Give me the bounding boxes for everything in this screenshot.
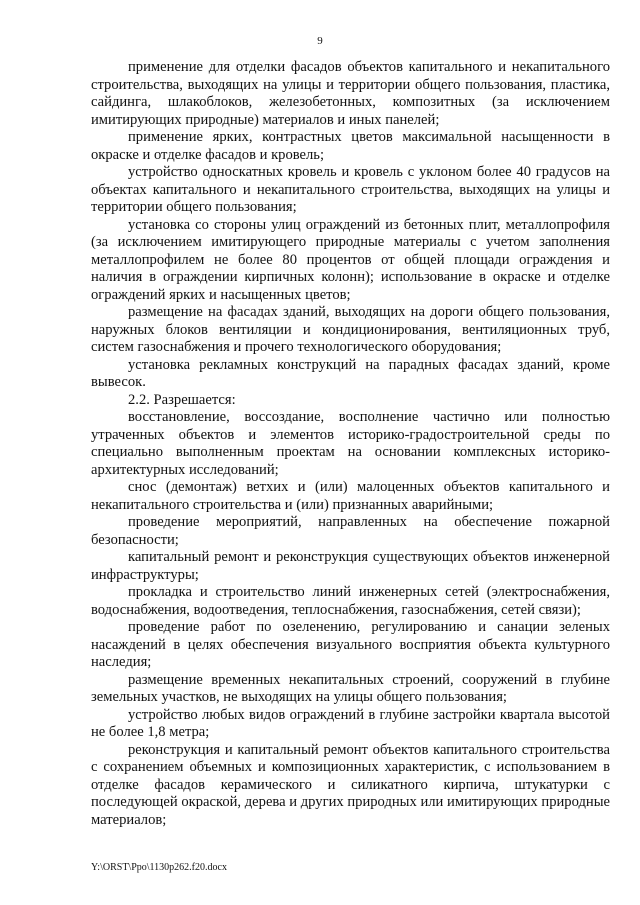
paragraph: установка со стороны улиц ограждений из бетонных плит, металлопрофиля (за исключением имитирующего природные материалы с учетом заполнения металлопрофилем не более 80 процентов от общей площади ограждения и наличия в ограждении кирпичных колонн); использование в окраске и отделке ограждений ярких и насыщенных цветов; <box>91 216 610 303</box>
paragraph: проведение работ по озеленению, регулированию и санации зеленых насаждений в целях обеспечения визуального восприятия объекта культурного наследия; <box>91 619 610 670</box>
paragraph: капитальный ремонт и реконструкция существующих объектов инженерной инфраструктуры; <box>91 549 610 583</box>
paragraph: устройство односкатных кровель и кровель с уклоном более 40 градусов на объектах капитального и некапитального строительства, выходящих на улицы и территории общего пользования; <box>91 164 610 215</box>
paragraph: применение ярких, контрастных цветов максимальной насыщенности в окраске и отделке фасадов и кровель; <box>91 129 610 163</box>
paragraph: установка рекламных конструкций на парадных фасадах зданий, кроме вывесок. <box>91 356 610 390</box>
paragraph: размещение временных некапитальных строений, сооружений в глубине земельных участков, не выходящих на улицы общего пользования; <box>91 671 610 705</box>
paragraph: проведение мероприятий, направленных на обеспечение пожарной безопасности; <box>91 514 610 548</box>
document-body <box>91 59 610 829</box>
paragraph: снос (демонтаж) ветхих и (или) малоценных объектов капитального и некапитального строительства и (или) признанных аварийными; <box>91 479 610 513</box>
footer-file-path: Y:\ORST\Ppo\1130p262.f20.docx <box>91 862 227 873</box>
paragraph: прокладка и строительство линий инженерных сетей (электроснабжения, водоснабжения, водоотведения, теплоснабжения, газоснабжения, сетей связи); <box>91 584 610 618</box>
paragraph: реконструкция и капитальный ремонт объектов капитального строительства с сохранением объемных и композиционных характеристик, с использованием в отделке фасадов керамического и силикатного кирпича, штукатурки с последующей окраской, дерева и других природных или имитирующих природные материалов; <box>91 741 610 828</box>
section-heading: 2.2. Разрешается: <box>128 391 236 408</box>
paragraph: восстановление, воссоздание, восполнение частично или полностью утраченных объектов и элементов историко-градостроительной среды по специально выполненным проектам на основании комплексных историко-архитектурных исследований; <box>91 409 610 478</box>
paragraph: устройство любых видов ограждений в глубине застройки квартала высотой не более 1,8 метра; <box>91 706 610 740</box>
page-number: 9 <box>317 35 323 47</box>
paragraph: размещение на фасадах зданий, выходящих на дороги общего пользования, наружных блоков вентиляции и кондиционирования, вентиляционных труб, систем газоснабжения и прочего технологического оборудования; <box>91 304 610 355</box>
paragraph: применение для отделки фасадов объектов капитального и некапитального строительства, выходящих на улицы и территории общего пользования, пластика, сайдинга, шлакоблоков, железобетонных, композитных (за исключением имитирующих природные) материалов и иных панелей; <box>91 59 610 128</box>
